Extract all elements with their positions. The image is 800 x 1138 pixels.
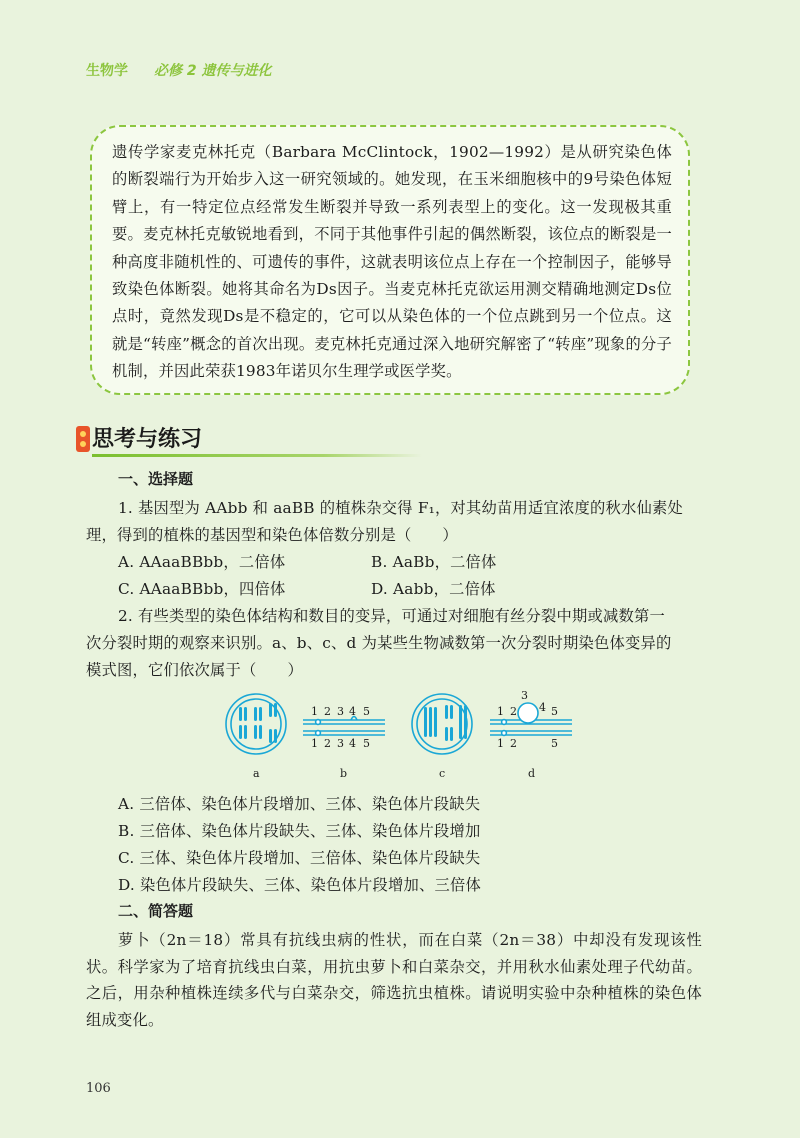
cell-a-inner [231,699,281,749]
q1-stem-line1: 1. 基因型为 AAbb 和 aaBB 的植株杂交得 F₁，对其幼苗用适宜浓度的秋水仙素处 [118,499,683,517]
short-answer-heading: 二、简答题 [118,902,194,920]
d-top-1: 1 [497,705,504,718]
b-bot-3: 3 [337,737,344,750]
section-underline [92,454,422,457]
d-loop [518,703,538,723]
label-d: d [528,767,536,780]
section-title: 思考与练习 [92,427,203,452]
b-top-4: 4 [349,705,356,718]
page-number: 106 [86,1081,111,1096]
d-top-3: 3 [521,689,528,702]
section-icon [76,426,90,452]
q2-option-c: C. 三体、染色体片段增加、三倍体、染色体片段缺失 [118,849,481,867]
header-book: 必修 2 遗传与进化 [154,63,272,79]
q2-stem-line2: 次分裂时期的观察来识别。a、b、c、d 为某些生物减数第一次分裂时期染色体变异的 [86,634,672,652]
b-top-2: 2 [324,705,331,718]
d-bot-2: 2 [510,737,517,750]
b-centromere-top [316,720,321,725]
q2-stem-line1: 2. 有些类型的染色体结构和数目的变异，可通过对细胞有丝分裂中期或减数第一 [118,607,665,625]
q2-option-a: A. 三倍体、染色体片段增加、三体、染色体片段缺失 [118,795,481,813]
q1-option-c: C. AAaaBBbb，四倍体 [118,580,286,598]
section-heading [76,418,436,462]
cell-a-outer [226,694,286,754]
label-a: a [253,767,260,780]
q1-stem-line2: 理，得到的植株的基因型和染色体倍数分别是（ ） [86,526,458,544]
reading-text: 遗传学家麦克林托克（Barbara McClintock，1902—1992）是从研究染色体的断裂端行为开始步入这一研究领域的。她发现，在玉米细胞核中的9号染色体短臂上，有一特定位点经常发生断裂并导致一系列表型上的变化。这一发现极其重要。麦克林托克敏锐地看到，不同于其他事件引起的偶然断裂，该位点的断裂是一种高度非随机性的、可遗传的事件，这就表明该位点上存在一个控制因子，能够导致染色体断裂。她将其命名为Ds因子。当麦克林托克欲运用测交精确地测定Ds位点时，竟然发现Ds是不稳定的，它可以从染色体的一个位点跳到另一个位点。这就是“转座”概念的首次出现。麦克林托克通过深入地研究解密了“转座”现象的分子机制，并因此荣获1983年诺贝尔生理学或医学奖。 [112,143,672,381]
q2-stem-line3: 模式图，它们依次属于（ ） [86,661,303,679]
b-bot-4: 4 [349,737,356,750]
d-top-5: 5 [551,705,558,718]
q2-option-d: D. 染色体片段缺失、三体、染色体片段增加、三倍体 [118,876,481,894]
d-top-2: 2 [510,705,517,718]
b-bot-1: 1 [311,737,318,750]
d-centromere-top [502,720,507,725]
short-answer-text: 萝卜（2n＝18）常具有抗线虫病的性状，而在白菜（2n＝38）中却没有发现该性状。科学家为了培育抗线虫白菜，用抗虫萝卜和白菜杂交，并用秋水仙素处理子代幼苗。之后，用杂种植株连续多代与白菜杂交，筛选抗虫植株。请说明实验中杂种植株的染色体组成变化。 [86,931,702,1029]
b-top-5: 5 [363,705,370,718]
choice-heading: 一、选择题 [118,470,194,488]
chromosome-diagram [210,685,590,785]
q1-option-b: B. AaBb，二倍体 [371,553,497,571]
header-subject: 生物学 [86,63,128,79]
d-bot-3: 5 [551,737,558,750]
b-bot-5: 5 [363,737,370,750]
d-bot-1: 1 [497,737,504,750]
b-top-1: 1 [311,705,318,718]
b-bot-2: 2 [324,737,331,750]
running-header [86,60,272,80]
label-c: c [439,767,446,780]
q1-option-d: D. Aabb，二倍体 [371,580,496,598]
cell-c-outer [412,694,472,754]
d-centromere-bottom [502,731,507,736]
label-b: b [340,767,348,780]
q2-option-b: B. 三倍体、染色体片段缺失、三体、染色体片段增加 [118,822,481,840]
q1-option-a: A. AAaaBBbb，二倍体 [118,553,286,571]
d-top-4: 4 [539,701,546,714]
b-top-3: 3 [337,705,344,718]
b-centromere-bottom [316,731,321,736]
chromosome-figure [210,685,590,785]
